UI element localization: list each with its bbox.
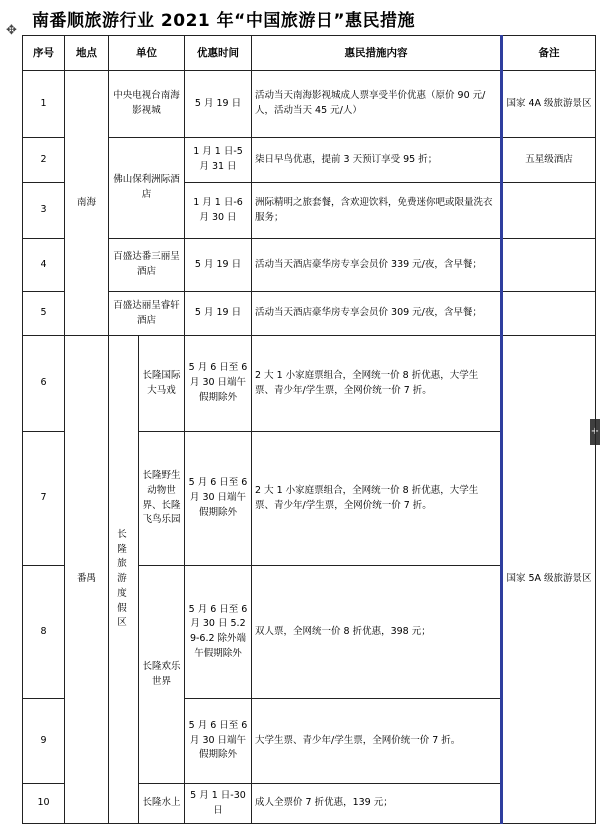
table-row [23, 292, 596, 336]
cell-measure: 2 大 1 小家庭票组合，全网统一价 8 折优惠，大学生票、青少年/学生票，全网价统一价 7 折。 [252, 432, 502, 566]
header-time: 优惠时间 [185, 36, 252, 71]
cell-remark [502, 292, 596, 336]
header-no: 序号 [23, 36, 65, 71]
cell-time: 5 月 6 日至 6 月 30 日 5.29-6.2 除外端午假期除外 [185, 566, 252, 699]
table-row [23, 138, 596, 183]
cell-location: 南海 [65, 71, 109, 336]
move-handle-icon[interactable]: ✥ [6, 23, 17, 38]
cell-time: 5 月 6 日至 6 月 30 日端午假期除外 [185, 699, 252, 784]
cell-time: 5 月 1 日-30 日 [185, 784, 252, 824]
cell-time: 5 月 6 日至 6 月 30 日端午假期除外 [185, 336, 252, 432]
plus-icon[interactable]: + [590, 419, 600, 445]
cell-unit: 中央电视台南海影视城 [109, 71, 185, 138]
cell-unit: 佛山保利洲际酒店 [109, 138, 185, 239]
cell-time: 5 月 19 日 [185, 239, 252, 292]
cell-unit: 百盛达丽呈睿轩酒店 [109, 292, 185, 336]
cell-subunit: 长隆欢乐世界 [139, 566, 185, 784]
cell-remark [502, 239, 596, 292]
cell-subunit: 长隆水上 [139, 784, 185, 824]
cell-remark [502, 183, 596, 239]
cell-remark: 国家 4A 级旅游景区 [502, 71, 596, 138]
cell-measure: 成人全票价 7 折优惠，139 元； [252, 784, 502, 824]
header-measures: 惠民措施内容 [252, 36, 502, 71]
header-row [23, 36, 596, 71]
cell-remark: 国家 5A 级旅游景区 [502, 336, 596, 824]
cell-time: 1 月 1 日-6 月 30 日 [185, 183, 252, 239]
table-row [23, 336, 596, 432]
cell-measure: 活动当天酒店豪华房专享会员价 309 元/夜，含早餐； [252, 292, 502, 336]
cell-measure: 柒日早鸟优惠，提前 3 天预订享受 95 折； [252, 138, 502, 183]
cell-no: 9 [23, 699, 65, 784]
cell-time: 1 月 1 日-5 月 31 日 [185, 138, 252, 183]
cell-measure: 洲际精明之旅套餐，含欢迎饮料，免费迷你吧或限量洗衣服务； [252, 183, 502, 239]
cell-measure: 2 大 1 小家庭票组合，全网统一价 8 折优惠，大学生票、青少年/学生票，全网价统一价 7 折。 [252, 336, 502, 432]
page-title: 南番顺旅游行业 2021 年“中国旅游日”惠民措施 [32, 11, 415, 31]
cell-no: 1 [23, 71, 65, 138]
cell-subunit: 长隆国际大马戏 [139, 336, 185, 432]
cell-no: 4 [23, 239, 65, 292]
cell-measure: 大学生票、青少年/学生票，全网价统一价 7 折。 [252, 699, 502, 784]
cell-no: 10 [23, 784, 65, 824]
cell-subunit: 长隆野生动物世界、长隆飞鸟乐园 [139, 432, 185, 566]
cell-no: 8 [23, 566, 65, 699]
header-remarks: 备注 [502, 36, 596, 71]
table-row [23, 71, 596, 138]
cell-time: 5 月 19 日 [185, 292, 252, 336]
cell-resort: 长隆旅游度假区 [109, 336, 139, 824]
cell-measure: 活动当天酒店豪华房专享会员价 339 元/夜，含早餐； [252, 239, 502, 292]
cell-no: 2 [23, 138, 65, 183]
cell-no: 5 [23, 292, 65, 336]
table-row [23, 239, 596, 292]
header-location: 地点 [65, 36, 109, 71]
cell-measure: 活动当天南海影视城成人票享受半价优惠（原价 90 元/人，活动当天 45 元/人） [252, 71, 502, 138]
cell-measure: 双人票，全网统一价 8 折优惠，398 元； [252, 566, 502, 699]
cell-time: 5 月 19 日 [185, 71, 252, 138]
cell-remark: 五星级酒店 [502, 138, 596, 183]
header-unit: 单位 [109, 36, 185, 71]
cell-unit: 百盛达番三丽呈酒店 [109, 239, 185, 292]
cell-no: 3 [23, 183, 65, 239]
cell-location: 番禺 [65, 336, 109, 824]
cell-time: 5 月 6 日至 6 月 30 日端午假期除外 [185, 432, 252, 566]
cell-no: 6 [23, 336, 65, 432]
cell-no: 7 [23, 432, 65, 566]
measures-table [22, 35, 596, 824]
